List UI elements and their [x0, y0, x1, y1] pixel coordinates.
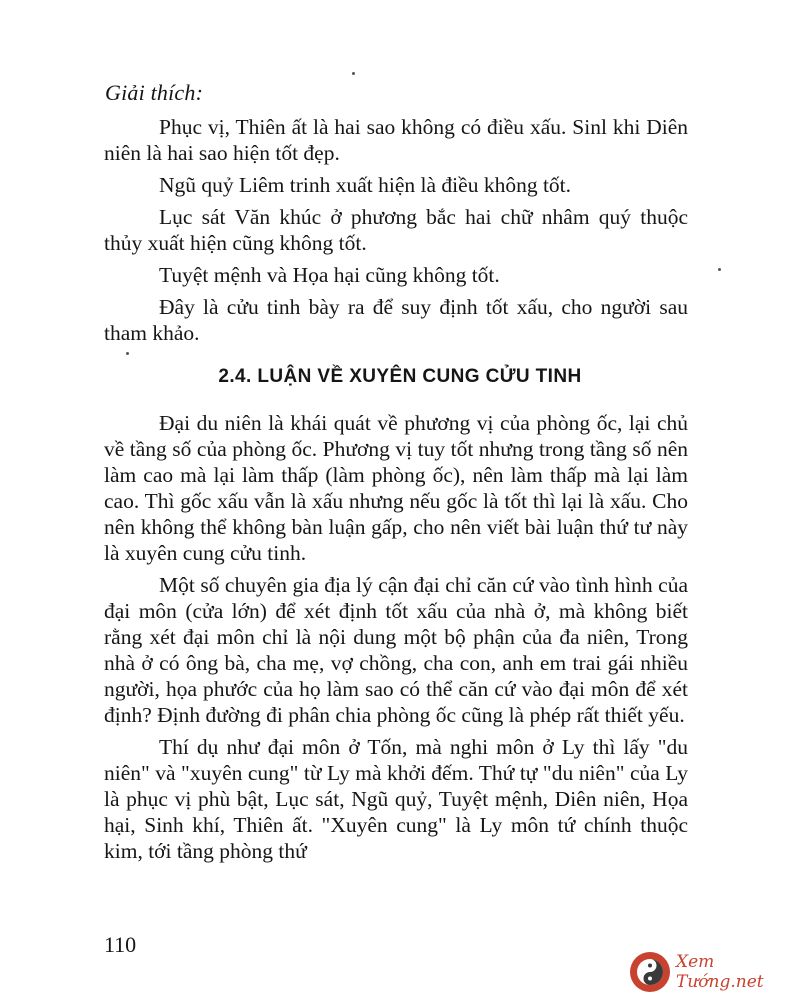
body-block — [104, 410, 688, 864]
page-number: 110 — [104, 932, 137, 957]
watermark-text: Xem Tướng.net — [676, 952, 764, 992]
paragraph: Đây là cửu tinh bày ra để suy định tốt xấu, cho người sau tham khảo. — [104, 295, 688, 345]
scan-speck — [718, 268, 721, 271]
paragraph: Phục vị, Thiên ất là hai sao không có điều xấu. Sinl khi Diên niên là hai sao hiện tốt đẹp. — [104, 115, 688, 165]
scan-speck — [126, 352, 129, 355]
paragraph: Tuyệt mệnh và Họa hại cũng không tốt. — [159, 263, 500, 287]
watermark-logo — [630, 950, 800, 994]
explanation-label: Giải thích: — [105, 80, 204, 105]
explanation-block — [104, 114, 688, 346]
paragraph: Đại du niên là khái quát về phương vị của phòng ốc, lại chủ về tầng số của phòng ốc. Phương vị tuy tốt nhưng trong tầng số nên làm cao mà lại làm thấp (làm phòng ốc), nên làm thấp mà lại làm cao. Thì gốc xấu vẫn là xấu nhưng nếu gốc là tốt thì lại là xấu. Cho nên không thể không bàn luận gấp, cho nên viết bài luận thứ tư này là xuyên cung cửu tinh. — [104, 411, 688, 565]
scan-speck — [352, 72, 355, 75]
yin-yang-icon — [630, 952, 670, 992]
paragraph: Lục sát Văn khúc ở phương bắc hai chữ nhâm quý thuộc thủy xuất hiện cũng không tốt. — [104, 205, 688, 255]
section-title: 2.4. LUẬN VỀ XUYÊN CUNG CỬU TINH — [218, 366, 582, 387]
paragraph: Ngũ quỷ Liêm trinh xuất hiện là điều không tốt. — [159, 173, 572, 197]
paragraph: Thí dụ như đại môn ở Tốn, mà nghi môn ở Ly thì lấy "du niên" và "xuyên cung" từ Ly mà khởi đếm. Thứ tự "du niên" của Ly là phục vị phù bật, Lục sát, Ngũ quỷ, Tuyệt mệnh, Diên niên, Họa hại, Sinh khí, Thiên ất. "Xuyên cung" là Ly môn tứ chính thuộc kim, tới tầng phòng thứ — [104, 735, 688, 863]
paragraph: Một số chuyên gia địa lý cận đại chỉ căn cứ vào tình hình của đại môn (cửa lớn) để xét định tốt xấu của nhà ở, mà không biết rằng xét đại môn chỉ là nội dung một bộ phận của đa niên, Trong nhà ở có ông bà, cha mẹ, vợ chồng, cha con, anh em trai gái nhiều người, họa phước của họ làm sao có thể căn cứ vào đại môn để xét định? Định đường đi phân chia phòng ốc cũng là phép rất thiết yếu. — [104, 573, 688, 727]
